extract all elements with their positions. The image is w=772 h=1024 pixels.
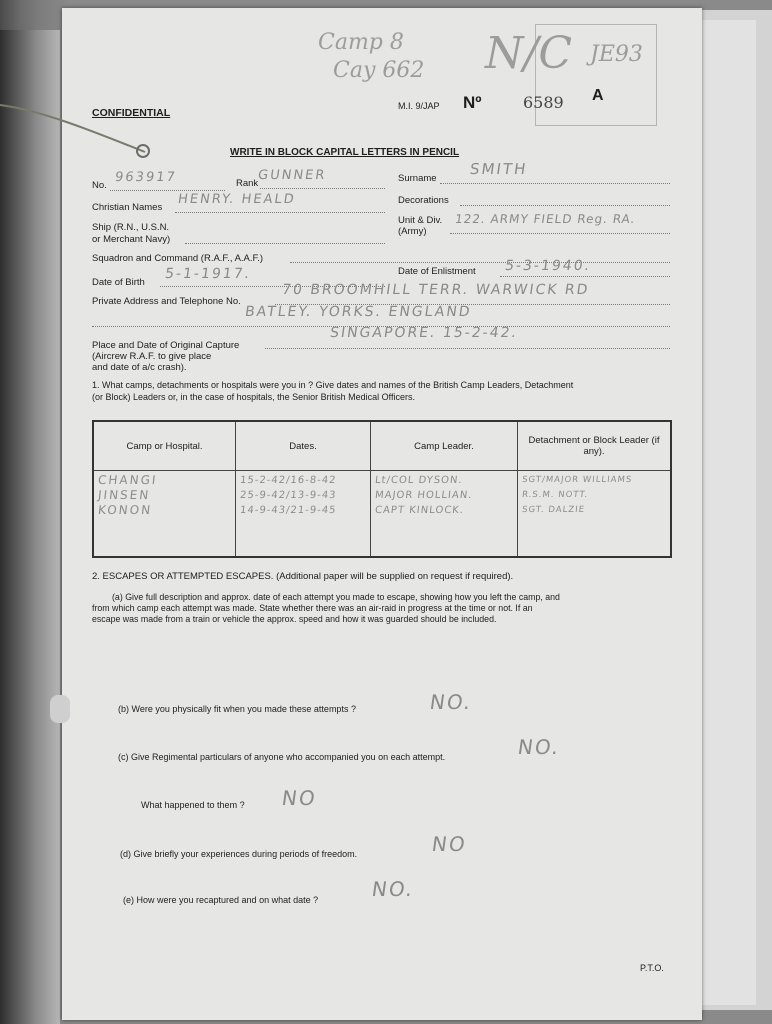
- squadron-label: Squadron and Command (R.A.F., A.A.F.): [92, 253, 264, 264]
- ref-prefix: M.I. 9/JAP: [398, 101, 440, 111]
- camp-entry: KONON: [97, 503, 153, 517]
- form-letter: A: [592, 87, 604, 104]
- q1-text-2: (or Block) Leaders or, in the case of hospitals, the Senior British Medical Officers.: [92, 392, 415, 402]
- date-entry: 25-9-42/13-9-43: [239, 490, 338, 501]
- detachment-entry: R.S.M. NOTT.: [521, 490, 589, 500]
- q2e-text: (e) How were you recaptured and on what date ?: [123, 895, 319, 905]
- christian-names-line: [175, 212, 385, 213]
- instruction-heading: WRITE IN BLOCK CAPITAL LETTERS IN PENCIL: [230, 147, 460, 158]
- table-cell-leaders: [371, 471, 518, 558]
- date-entry: 14-9-43/21-9-45: [239, 505, 338, 516]
- unit-label: Unit & Div.: [398, 215, 443, 226]
- q2c-followup-text: What happened to them ?: [141, 800, 245, 810]
- table-header-camp: Camp or Hospital.: [93, 421, 236, 471]
- unit-line: [450, 233, 670, 234]
- rank-label: Rank: [236, 178, 259, 189]
- no-line: [110, 190, 225, 191]
- pto-label: P.T.O.: [640, 963, 664, 973]
- ship-line: [185, 243, 385, 244]
- q2d-answer: NO: [430, 832, 469, 856]
- q2c-answer: NO.: [516, 735, 562, 759]
- q2b-answer: NO.: [428, 690, 474, 714]
- scrawl-nc: N/C: [485, 28, 572, 79]
- folder-spine: [0, 30, 60, 1024]
- leader-entry: CAPT KINLOCK.: [374, 505, 465, 516]
- date-entry: 15-2-42/16-8-42: [239, 475, 338, 486]
- decorations-label: Decorations: [398, 195, 449, 206]
- q2e-answer: NO.: [370, 877, 416, 901]
- ship-label-2: or Merchant Navy): [92, 234, 171, 245]
- no-label: No.: [92, 180, 107, 191]
- scrawl-camp: Camp 8: [318, 30, 404, 55]
- q1-text: 1. What camps, detachments or hospitals were you in ? Give dates and names of the British Camp Leaders, Detachment: [92, 380, 574, 390]
- dob-label: Date of Birth: [92, 277, 145, 288]
- table-cell-camps: [93, 471, 236, 558]
- dob-value: 5-1-1917.: [163, 266, 253, 282]
- q2a-text-2: from which camp each attempt was made. State whether there was an air-raid in progress at the time or not. If an: [92, 603, 533, 613]
- address-value-1: 70 BROOMHILL TERR. WARWICK RD: [280, 282, 591, 298]
- address-value-2: BATLEY. YORKS. ENGLAND: [243, 304, 473, 320]
- christian-names-label: Christian Names: [92, 202, 163, 213]
- christian-names-value: HENRY. HEALD: [176, 192, 297, 207]
- form-number: 6589: [523, 93, 564, 112]
- camp-entry: CHANGI: [97, 473, 159, 487]
- enlistment-label: Date of Enlistment: [398, 266, 476, 277]
- capture-label-3: and date of a/c crash).: [92, 362, 187, 373]
- q2d-text: (d) Give briefly your experiences during periods of freedom.: [120, 849, 358, 859]
- q2a-text-3: escape was made from a train or vehicle the approx. speed and how it was guarded should be included.: [92, 614, 497, 624]
- scrawl-cay: Cay 662: [333, 58, 425, 83]
- table-cell-detachment: [518, 471, 672, 558]
- surname-value: SMITH: [468, 160, 529, 178]
- table-header-leader: Camp Leader.: [371, 421, 518, 471]
- q2c-text: (c) Give Regimental particulars of anyone who accompanied you on each attempt.: [118, 752, 446, 762]
- paper-tab: [50, 695, 70, 723]
- enlistment-value: 5-3-1940.: [503, 258, 593, 274]
- rank-value: GUNNER: [256, 168, 328, 183]
- no-symbol: Nº: [463, 93, 482, 112]
- q2b-text: (b) Were you physically fit when you made these attempts ?: [118, 704, 356, 714]
- leader-entry: MAJOR HOLLIAN.: [374, 490, 473, 501]
- table-header-dates: Dates.: [236, 421, 371, 471]
- detachment-entry: SGT/MAJOR WILLIAMS: [521, 475, 633, 485]
- no-value: 963917: [113, 170, 178, 185]
- q2c-followup-answer: NO: [280, 786, 319, 810]
- q2-heading: 2. ESCAPES OR ATTEMPTED ESCAPES. (Additional paper will be supplied on request if required).: [92, 571, 514, 582]
- back-sheet-inner: [700, 20, 756, 1005]
- capture-label-2: (Aircrew R.A.F. to give place: [92, 351, 212, 362]
- rank-line: [260, 188, 385, 189]
- unit-value: 122. ARMY FIELD Reg. RA.: [454, 212, 637, 226]
- capture-value: SINGAPORE. 15-2-42.: [328, 325, 520, 341]
- scrawl-ref: JE93: [590, 42, 643, 67]
- q2a-text: (a) Give full description and approx. date of each attempt you made to escape, showing how you left the camp, and: [112, 592, 560, 602]
- enlistment-line: [500, 276, 670, 277]
- confidential-label: CONFIDENTIAL: [92, 107, 171, 119]
- decorations-line: [460, 205, 670, 206]
- unit-label-2: (Army): [398, 226, 427, 237]
- surname-label: Surname: [398, 173, 437, 184]
- camps-table: [92, 420, 672, 558]
- squadron-line: [290, 262, 670, 263]
- detachment-entry: SGT. DALZIE: [521, 505, 586, 515]
- capture-label: Place and Date of Original Capture: [92, 340, 240, 351]
- ship-label: Ship (R.N., U.S.N.: [92, 222, 170, 233]
- surname-line: [440, 183, 670, 184]
- address-label: Private Address and Telephone No.: [92, 296, 241, 307]
- table-cell-dates: [236, 471, 371, 558]
- camp-entry: JINSEN: [97, 488, 152, 502]
- leader-entry: Lt/COL DYSON.: [374, 475, 464, 486]
- capture-line: [265, 348, 670, 349]
- table-header-detachment: Detachment or Block Leader (if any).: [518, 421, 672, 471]
